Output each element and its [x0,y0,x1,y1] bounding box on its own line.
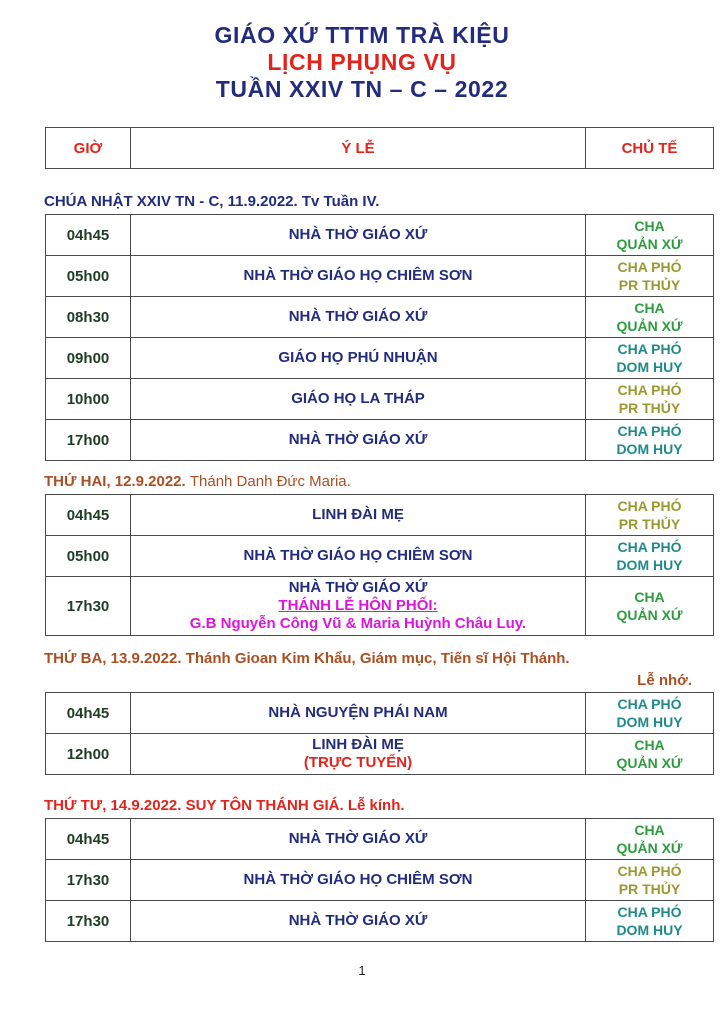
celebrant-line: DOM HUY [616,922,683,938]
celebrant-line: DOM HUY [616,557,683,573]
mass-intention-cell [131,420,586,461]
day-section [0,192,724,461]
schedule-column-header-table [45,127,714,169]
day-heading-text: THỨ BA, 13.9.2022. Thánh Gioan Kim Khẩu, Giám mục, Tiến sĩ Hội Thánh. [44,650,570,667]
column-header-celebrant: CHỦ TẾ [586,128,714,169]
feast-rank-note: Lễ nhớ. [637,672,692,689]
mass-row [46,577,714,636]
celebrant-line: DOM HUY [616,441,683,457]
column-header-time: GIỜ [46,128,131,169]
mass-row [46,338,714,379]
celebrant-line: PR THỦY [618,881,681,897]
celebrant-line: CHA PHÓ [617,539,682,555]
mass-intention-line: LINH ĐÀI MẸ [312,736,404,753]
mass-intention-line: NHÀ THỜ GIÁO XỨ [288,579,428,596]
mass-intention-cell [131,577,586,636]
celebrant-line: QUẢN XỨ [616,840,683,856]
mass-time-cell: 05h00 [46,256,131,297]
mass-time-cell: 10h00 [46,379,131,420]
mass-row [46,379,714,420]
celebrant-line: CHA PHÓ [617,259,682,275]
day-heading-text: THỨ TƯ, 14.9.2022. SUY TÔN THÁNH GIÁ. Lễ kính. [44,797,405,814]
day-heading-text: Thánh Danh Đức Maria. [189,473,351,490]
mass-row [46,256,714,297]
celebrant-line: CHA PHÓ [617,696,682,712]
mass-intention-line: NHÀ NGUYỆN PHÁI NAM [268,704,448,721]
celebrant-cell [586,734,714,775]
mass-row [46,901,714,942]
mass-intention-cell [131,256,586,297]
celebrant-cell [586,379,714,420]
celebrant-cell [586,495,714,536]
celebrant-line: PR THỦY [618,400,681,416]
mass-schedule-table [45,818,714,942]
mass-intention-cell [131,901,586,942]
mass-schedule-table [45,494,714,636]
mass-time-cell: 04h45 [46,495,131,536]
mass-intention-line: NHÀ THỜ GIÁO XỨ [288,308,428,325]
mass-time-cell: 17h30 [46,901,131,942]
mass-intention-line: THÁNH LỄ HÔN PHỐI: [278,597,438,614]
celebrant-cell [586,420,714,461]
celebrant-line: QUẢN XỨ [616,318,683,334]
mass-intention-cell [131,693,586,734]
mass-intention-cell [131,495,586,536]
week-title: TUẦN XXIV TN – C – 2022 [215,76,509,102]
mass-intention-cell [131,819,586,860]
mass-time-cell: 17h00 [46,420,131,461]
celebrant-line: PR THỦY [618,516,681,532]
day-heading [44,796,692,816]
mass-schedule-table [45,692,714,775]
day-heading [44,649,692,669]
parish-title: GIÁO XỨ TTTM TRÀ KIỆU [214,22,510,48]
mass-intention-cell [131,734,586,775]
mass-row [46,536,714,577]
mass-intention-line: NHÀ THỜ GIÁO XỨ [288,431,428,448]
mass-intention-line: NHÀ THỜ GIÁO HỌ CHIÊM SƠN [243,267,473,284]
celebrant-line: CHA PHÓ [617,341,682,357]
sections-container [0,192,724,942]
celebrant-cell [586,338,714,379]
mass-intention-cell [131,297,586,338]
day-heading [44,192,692,212]
celebrant-line: CHA PHÓ [617,498,682,514]
mass-row [46,420,714,461]
celebrant-line: PR THỦY [618,277,681,293]
celebrant-line: QUẢN XỨ [616,607,683,623]
celebrant-line: DOM HUY [616,714,683,730]
celebrant-cell [586,819,714,860]
celebrant-line: CHA PHÓ [617,863,682,879]
celebrant-line: CHA [634,589,665,605]
mass-time-cell: 04h45 [46,819,131,860]
day-heading [44,472,692,492]
day-section [0,796,724,942]
mass-row [46,297,714,338]
mass-intention-line: NHÀ THỜ GIÁO XỨ [288,912,428,929]
mass-intention-cell [131,860,586,901]
celebrant-line: QUẢN XỨ [616,236,683,252]
mass-time-cell: 04h45 [46,693,131,734]
mass-intention-line: GIÁO HỌ LA THÁP [291,390,425,407]
day-section [0,649,724,775]
celebrant-cell [586,256,714,297]
celebrant-cell [586,577,714,636]
mass-row [46,693,714,734]
mass-time-cell: 04h45 [46,215,131,256]
mass-row [46,819,714,860]
mass-intention-cell [131,536,586,577]
celebrant-line: QUẢN XỨ [616,755,683,771]
schedule-title: LỊCH PHỤNG VỤ [267,49,457,75]
celebrant-line: CHA PHÓ [617,382,682,398]
celebrant-line: CHA PHÓ [617,904,682,920]
mass-intention-line: NHÀ THỜ GIÁO HỌ CHIÊM SƠN [243,547,473,564]
mass-schedule-table [45,214,714,461]
celebrant-line: DOM HUY [616,359,683,375]
mass-row [46,734,714,775]
mass-intention-cell [131,338,586,379]
celebrant-line: CHA [634,218,665,234]
day-heading-text: CHÚA NHẬT XXIV TN - C, 11.9.2022. Tv Tuần IV. [44,193,380,210]
mass-time-cell: 09h00 [46,338,131,379]
celebrant-line: CHA [634,737,665,753]
celebrant-cell [586,693,714,734]
mass-intention-line: NHÀ THỜ GIÁO XỨ [288,226,428,243]
mass-intention-line: NHÀ THỜ GIÁO XỨ [288,830,428,847]
mass-intention-line: G.B Nguyễn Công Vũ & Maria Huỳnh Châu Luy. [189,615,527,632]
mass-time-cell: 17h30 [46,577,131,636]
mass-intention-line: (TRỰC TUYẾN) [303,754,413,771]
mass-intention-line: NHÀ THỜ GIÁO HỌ CHIÊM SƠN [243,871,473,888]
celebrant-line: CHA [634,822,665,838]
celebrant-cell [586,901,714,942]
celebrant-line: CHA [634,300,665,316]
celebrant-cell [586,215,714,256]
column-header-intention: Ý LỄ [131,128,586,169]
celebrant-cell [586,536,714,577]
mass-time-cell: 12h00 [46,734,131,775]
mass-time-cell: 08h30 [46,297,131,338]
celebrant-cell [586,860,714,901]
mass-row [46,860,714,901]
celebrant-cell [586,297,714,338]
mass-time-cell: 05h00 [46,536,131,577]
day-section [0,472,724,636]
mass-row [46,215,714,256]
mass-intention-cell [131,379,586,420]
page-number: 1 [358,963,366,978]
mass-intention-line: GIÁO HỌ PHÚ NHUẬN [278,349,438,366]
day-heading-text: THỨ HAI, 12.9.2022. [44,473,186,490]
column-header-row [46,128,714,169]
celebrant-line: CHA PHÓ [617,423,682,439]
mass-intention-cell [131,215,586,256]
mass-row [46,495,714,536]
mass-time-cell: 17h30 [46,860,131,901]
mass-intention-line: LINH ĐÀI MẸ [312,506,404,523]
document-title-block [0,0,724,103]
